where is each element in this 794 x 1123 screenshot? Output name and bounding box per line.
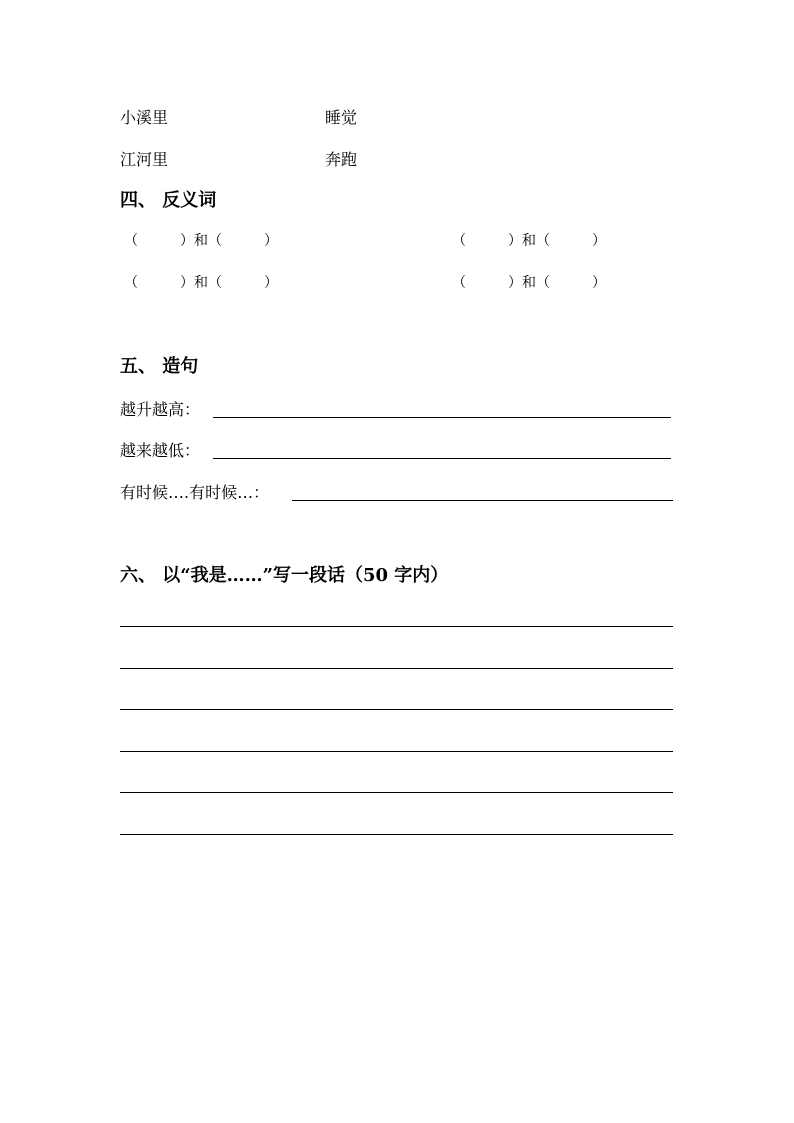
sentence-answer-line-1[interactable] (213, 417, 671, 418)
writing-line-5[interactable] (120, 792, 673, 793)
sentence-prompt-2: 越来越低： (120, 441, 201, 460)
sentence-answer-line-3[interactable] (292, 500, 673, 501)
sentence-prompt-1: 越升越高： (120, 400, 201, 419)
sentence-prompt-3: 有时候….有时候…： (120, 483, 270, 502)
section-5-heading: 五、 造句 (120, 356, 199, 377)
writing-line-6[interactable] (120, 834, 673, 835)
match-left-1: 小溪里 (120, 108, 169, 127)
section-4-heading: 四、 反义词 (120, 190, 217, 211)
antonym-pair-4[interactable]: （ ）和（ ） (452, 275, 606, 291)
antonym-pair-1[interactable]: （ ）和（ ） (124, 233, 278, 249)
section-6-heading: 六、 以“我是……”写一段话（50 字内） (120, 565, 449, 586)
match-left-2: 江河里 (120, 150, 169, 169)
writing-line-1[interactable] (120, 626, 673, 627)
antonym-pair-3[interactable]: （ ）和（ ） (124, 275, 278, 291)
match-right-2: 奔跑 (325, 150, 358, 169)
writing-line-3[interactable] (120, 709, 673, 710)
writing-line-4[interactable] (120, 751, 673, 752)
sentence-answer-line-2[interactable] (213, 458, 671, 459)
antonym-pair-2[interactable]: （ ）和（ ） (452, 233, 606, 249)
match-right-1: 睡觉 (325, 108, 358, 127)
writing-line-2[interactable] (120, 668, 673, 669)
